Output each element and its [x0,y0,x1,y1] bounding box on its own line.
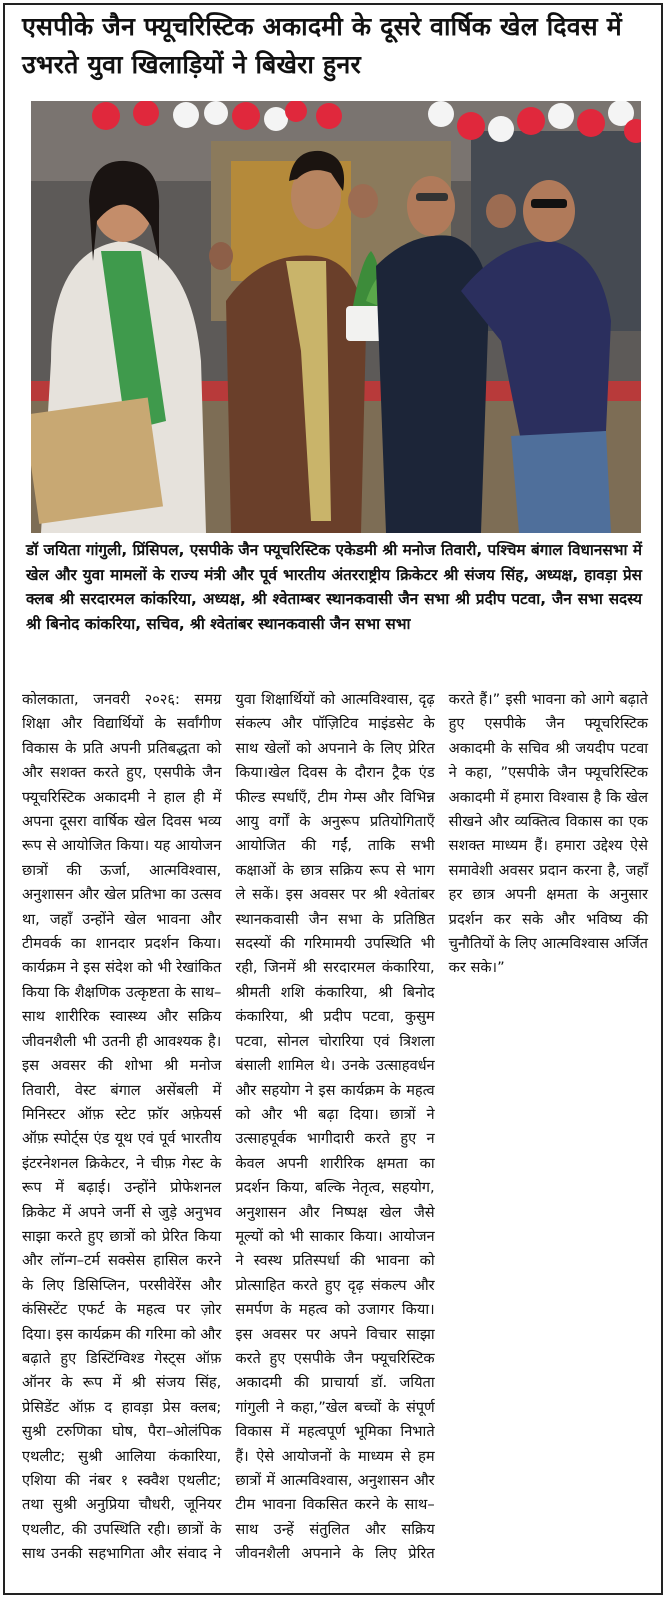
article-body-columns [22,688,648,1583]
article-body-text: कोलकाता, जनवरी २०२६: समग्र शिक्षा और विद्यार्थियों के सर्वांगीण विकास के प्रति अपनी प्रतिबद्धता को और सशक्त करते हुए, एसपीके जैन फ्यूचरिस्टिक अकादमी ने हाल ही में अपना दूसरा वार्षिक खेल दिवस भव्य रूप से आयोजित किया। यह आयोजन छात्रों की ऊर्जा, आत्मविश्वास, अनुशासन और खेल प्रतिभा का उत्सव था, जहाँ उन्होंने खेल भावना और टीमवर्क का शानदार प्रदर्शन किया। कार्यक्रम ने इस संदेश को भी रेखांकित किया कि शैक्षणिक उत्कृष्टता के साथ–साथ शारीरिक स्वास्थ्य और सक्रिय जीवनशैली भी उतनी ही आवश्यक है। इस अवसर की शोभा श्री मनोज तिवारी, वेस्ट बंगाल असेंबली में मिनिस्टर ऑफ़ स्टेट फ़ॉर अफ़ेयर्स ऑफ़ स्पोर्ट्स एंड यूथ एवं पूर्व भारतीय इंटरनेशनल क्रिकेटर, ने चीफ़ गेस्ट के रूप में बढ़ाई। उन्होंने प्रोफेशनल क्रिकेट में अपने जर्नी से जुड़े अनुभव साझा करते हुए छात्रों को प्रेरित किया और लॉन्ग–टर्म सक्सेस हासिल करने के लिए डिसिप्लिन, परसीवेरेंस और कंसिस्टेंट एफर्ट के महत्व पर ज़ोर दिया। इस कार्यक्रम की गरिमा को और बढ़ाते हुए डिस्टिंग्विश्ड गेस्ट्स ऑफ़ ऑनर के रूप में श्री संजय सिंह, प्रेसिडेंट ऑफ़ द हावड़ा प्रेस क्लब; सुश्री टरुणिका घोष, पैरा–ओलंपिक एथलीट; सुश्री आलिया कंकारिया, एशिया की नंबर १ स्क्वैश एथलीट; तथा सुश्री अनुप्रिया चौधरी, जूनियर एथलीट, की उपस्थिति रही। छात्रों के साथ उनकी सहभागिता और संवाद ने युवा शिक्षार्थियों को आत्मविश्वास, दृढ़ संकल्प और पॉज़िटिव माइंडसेट के साथ खेलों को अपनाने के लिए प्रेरित किया।खेल दिवस के दौरान ट्रैक एंड फील्ड स्पर्धाएँ, टीम गेम्स और विभिन्न आयु वर्गों के अनुरूप प्रतियोगिताएँ आयोजित की गईं, ताकि सभी कक्षाओं के छात्र सक्रिय रूप से भाग ले सकें। इस अवसर पर श्री श्वेतांबर स्थानकवासी जैन सभा के प्रतिष्ठित सदस्यों की गरिमामयी उपस्थिति भी रही, जिनमें श्री सरदारमल कंकारिया, श्रीमती शशि कंकारिया, श्री बिनोद कंकारिया, श्री प्रदीप पटवा, कुसुम पटवा, सोनल चोरारिया एवं त्रिशला बंसाली शामिल थे। उनके उत्साहवर्धन और सहयोग ने इस कार्यक्रम के महत्व को और भी बढ़ा दिया। छात्रों ने उत्साहपूर्वक भागीदारी करते हुए न केवल अपनी शारीरिक क्षमता का प्रदर्शन किया, बल्कि नेतृत्व, सहयोग, अनुशासन और निष्पक्ष खेल जैसे मूल्यों को भी साकार किया। आयोजन ने स्वस्थ प्रतिस्पर्धा की भावना को प्रोत्साहित करते हुए दृढ़ संकल्प और समर्पण के महत्व को उजागर किया। इस अवसर पर अपने विचार साझा करते हुए एसपीके जैन फ्यूचरिस्टिक अकादमी की प्राचार्या डॉ. जयिता गांगुली ने कहा,”खेल बच्चों के संपूर्ण विकास में महत्वपूर्ण भूमिका निभाते हैं। ऐसे आयोजनों के माध्यम से हम छात्रों में आत्मविश्वास, अनुशासन और टीम भावना विकसित करने के साथ–साथ उन्हें संतुलित और सक्रिय जीवनशैली अपनाने के लिए प्रेरित करते हैं।” इसी भावना को आगे बढ़ाते हुए एसपीके जैन फ्यूचरिस्टिक अकादमी के सचिव श्री जयदीप पटवा ने कहा, ”एसपीके जैन फ्यूचरिस्टिक अकादमी में हमारा विश्वास है कि खेल सीखने और व्यक्तित्व विकास का एक सशक्त माध्यम हैं। हमारा उद्देश्य ऐसे समावेशी अवसर प्रदान करना है, जहाँ हर छात्र अपनी क्षमता के अनुसार प्रदर्शन कर सके और भविष्य की चुनौतियों के लिए आत्मविश्वास अर्जित कर सके।” [22,691,648,1563]
article-headline: एसपीके जैन फ्यूचरिस्टिक अकादमी के दूसरे वार्षिक खेल दिवस में उभरते युवा खिलाड़ियों ने बिखेरा हुनर [22,12,622,79]
article-photo [31,101,641,533]
photo-caption: डॉ जयिता गांगुली, प्रिंसिपल, एसपीके जैन फ्यूचरिस्टिक एकेडमी श्री मनोज तिवारी, पश्चिम बंगाल विधानसभा में खेल और युवा मामलों के राज्य मंत्री और पूर्व भारतीय अंतरराष्ट्रीय क्रिकेटर श्री संजय सिंह, अध्यक्ष, हावड़ा प्रेस क्लब श्री सरदारमल कांकरिया, अध्यक्ष, श्री श्वेताम्बर स्थानकवासी जैन सभा श्री प्रदीप पटवा, जैन सभा सदस्य श्री बिनोद कांकरिया, सचिव, श्री श्वेतांबर स्थानकवासी जैन सभा सभा [26,541,642,633]
event-photo-illustration [31,101,641,533]
